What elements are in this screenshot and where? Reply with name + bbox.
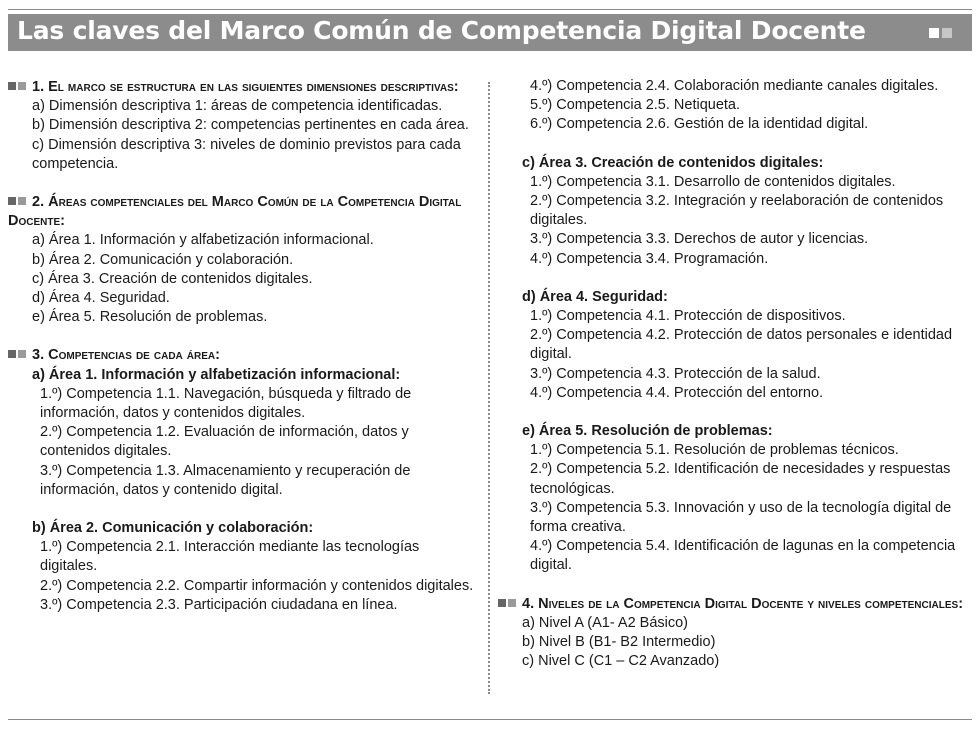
list-item: 3.º) Competencia 4.3. Protección de la salud.	[530, 365, 821, 382]
column-divider	[488, 82, 490, 694]
bottom-rule	[8, 719, 972, 720]
list-item: 2.º) Competencia 1.2. Evaluación de información, datos y contenidos digitales.	[40, 424, 409, 460]
right-column	[498, 77, 968, 671]
section-4-heading: 4. Niveles de la Competencia Digital Docente y niveles competenciales:	[498, 595, 968, 614]
section-1-heading: 1. El marco se estructura en las siguientes dimensiones descriptivas:	[8, 78, 476, 97]
list-item: d) Área 4. Seguridad.	[32, 290, 170, 307]
list-item: b) Área 2. Comunicación y colaboración.	[32, 251, 294, 268]
area-4-title: d) Área 4. Seguridad:	[522, 288, 668, 305]
list-item: 1.º) Competencia 2.1. Interacción mediante las tecnologías digitales.	[40, 539, 420, 575]
list-item: b) Dimensión descriptiva 2: competencias pertinentes en cada área.	[32, 117, 469, 134]
list-item: c) Nivel C (C1 – C2 Avanzado)	[522, 653, 720, 670]
list-item: 1.º) Competencia 5.1. Resolución de problemas técnicos.	[530, 442, 899, 459]
area-3-title: c) Área 3. Creación de contenidos digitales:	[522, 154, 824, 171]
list-item: 2.º) Competencia 2.2. Compartir información y contenidos digitales.	[40, 577, 474, 594]
page-title: Las claves del Marco Común de Competencia Digital Docente	[17, 16, 866, 45]
list-item: 4.º) Competencia 4.4. Protección del entorno.	[530, 384, 824, 401]
bullet-square-icon	[8, 350, 16, 358]
bullet-square-icon	[8, 82, 16, 90]
bullet-square-icon	[498, 599, 506, 607]
list-item: e) Área 5. Resolución de problemas.	[32, 309, 268, 326]
list-item: 3.º) Competencia 2.3. Participación ciudadana en línea.	[40, 596, 398, 613]
list-item: 6.º) Competencia 2.6. Gestión de la identidad digital.	[530, 116, 869, 133]
bullet-square-icon	[18, 82, 26, 90]
list-item: c) Área 3. Creación de contenidos digitales.	[32, 270, 313, 287]
list-item: 2.º) Competencia 5.2. Identificación de necesidades y respuestas tecnológicas.	[530, 461, 951, 497]
list-item: b) Nivel B (B1- B2 Intermedio)	[522, 634, 716, 651]
list-item: 2.º) Competencia 4.2. Protección de datos personales e identidad digital.	[530, 327, 953, 363]
left-column	[8, 78, 476, 615]
title-bar	[8, 14, 972, 51]
list-item: 5.º) Competencia 2.5. Netiqueta.	[530, 97, 741, 114]
bullet-square-icon	[18, 197, 26, 205]
area-2-title: b) Área 2. Comunicación y colaboración:	[32, 520, 314, 537]
list-item: 4.º) Competencia 5.4. Identificación de lagunas en la competencia digital.	[530, 538, 956, 574]
list-item: 3.º) Competencia 5.3. Innovación y uso de la tecnología digital de forma creativa.	[530, 499, 952, 536]
list-item: 3.º) Competencia 3.3. Derechos de autor y licencias.	[530, 231, 869, 248]
title-squares-icon	[929, 28, 952, 38]
list-item: 3.º) Competencia 1.3. Almacenamiento y recuperación de información, datos y contenido digital.	[40, 462, 411, 498]
list-item: 1.º) Competencia 1.1. Navegación, búsqueda y filtrado de información, datos y contenidos digitales.	[40, 385, 412, 422]
bullet-square-icon	[508, 599, 516, 607]
area-5-title: e) Área 5. Resolución de problemas:	[522, 423, 773, 440]
bullet-square-icon	[18, 350, 26, 358]
list-item: 1.º) Competencia 4.1. Protección de dispositivos.	[530, 308, 846, 325]
list-item: 4.º) Competencia 3.4. Programación.	[530, 250, 769, 267]
section-2-heading: 2. Áreas competenciales del Marco Común de la Competencia Digital Docente:	[8, 194, 462, 230]
list-item: a) Dimensión descriptiva 1: áreas de competencia identificadas.	[32, 98, 443, 115]
top-rule	[8, 9, 972, 10]
list-item: a) Área 1. Información y alfabetización informacional.	[32, 232, 374, 249]
list-item: c) Dimensión descriptiva 3: niveles de dominio previstos para cada competencia.	[32, 136, 461, 172]
list-item: 4.º) Competencia 2.4. Colaboración mediante canales digitales.	[530, 78, 939, 94]
bullet-square-icon	[8, 197, 16, 205]
list-item: 1.º) Competencia 3.1. Desarrollo de contenidos digitales.	[530, 173, 896, 190]
section-3-heading: 3. Competencias de cada área:	[8, 346, 476, 365]
area-1-title: a) Área 1. Información y alfabetización informacional:	[32, 366, 401, 383]
list-item: a) Nivel A (A1- A2 Básico)	[522, 614, 689, 631]
list-item: 2.º) Competencia 3.2. Integración y reelaboración de contenidos digitales.	[530, 193, 944, 229]
